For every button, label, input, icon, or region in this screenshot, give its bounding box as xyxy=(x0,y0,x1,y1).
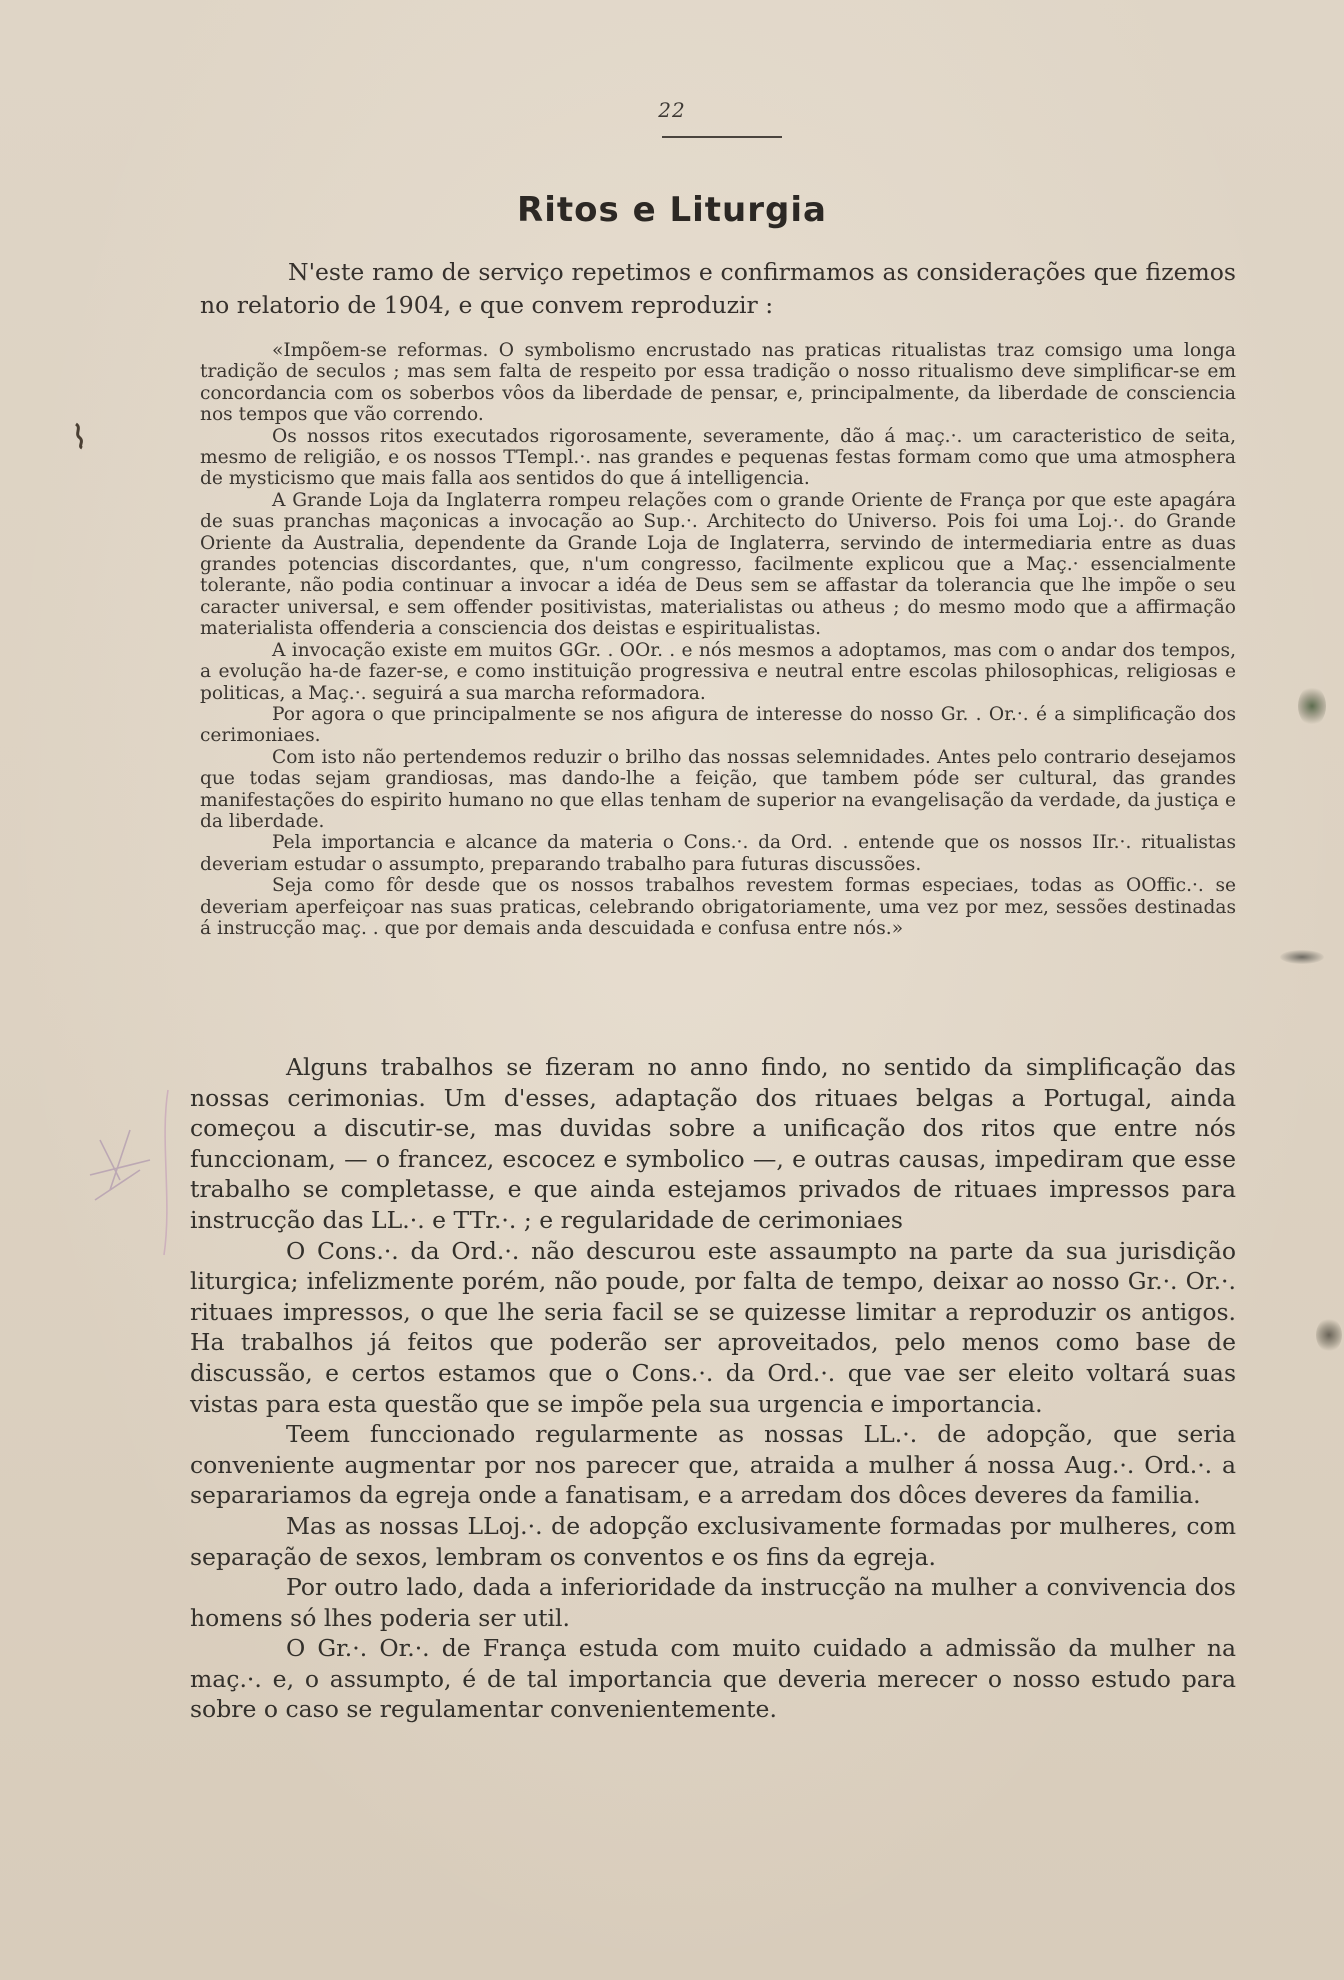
body-paragraph: Alguns trabalhos se fizeram no anno findo, no sentido da simplificação das nossas cerimonias. Um d'esses, adaptação dos rituaes belgas a Portugal, ainda começou a discutir-se, mas duvidas sobre a unificação dos ritos que entre nós funccionam, — o francez, escocez e symbolico —, e outras causas, impediram que esse trabalho se completasse, e que ainda estejamos privados de rituaes impressos para instrucção das LL.·. e TTr.·. ; e regularidade de cerimoniaes xyxy=(190,1053,1236,1234)
paper-stain xyxy=(1298,686,1326,726)
body-paragraph: Teem funccionado regularmente as nossas LL.·. de adopção, que seria conveniente augmentar por nos parecer que, atraida a mulher á nossa Aug.·. Ord.·. a separariamos da egreja onde a fanatisam, e a arredam dos dôces deveres da familia. xyxy=(190,1420,1236,1510)
quote-paragraph: Os nossos ritos executados rigorosamente, severamente, dão á maç.·. um caracteristico de seita, mesmo de religião, e os nossos TTempl.·. nas grandes e pequenas festas formam como que uma atmosphera de mysticismo que mais falla aos sentidos do que á intelligencia. xyxy=(200,425,1236,490)
body-paragraph: O Gr.·. Or.·. de França estuda com muito cuidado a admissão da mulher na maç.·. e, o assumpto, é de tal importancia que deveria merecer o nosso estudo para sobre o caso se regulamentar convenientemente. xyxy=(190,1634,1236,1724)
header-rule xyxy=(662,136,782,138)
quote-paragraph: Com isto não pertendemos reduzir o brilho das nossas selemnidades. Antes pelo contrario desejamos que todas sejam grandiosas, mas dando-lhe a feição, que tambem póde ser cultural, das grandes manifestações do espirito humano no que ellas tenham de superior na evangelisação da verdade, da justiça e da liberdade. xyxy=(200,746,1236,832)
quote-paragraph: A invocação existe em muitos GGr. . OOr. . e nós mesmos a adoptamos, mas com o andar dos tempos, a evolução ha-de fazer-se, e como instituição progressiva e neutral entre escolas philosophicas, religiosas e politicas, a Maç.·. seguirá a sua marcha reformadora. xyxy=(200,639,1236,704)
quote-paragraph: Seja como fôr desde que os nossos trabalhos revestem formas especiaes, todas as OOffic.·. se deveriam aperfeiçoar nas suas praticas, celebrando obrigatoriamente, uma vez por mez, sessões destinadas á instrucção maç. . que por demais anda descuidada e confusa entre nós.» xyxy=(200,875,1236,939)
quote-paragraph: A Grande Loja da Inglaterra rompeu relações com o grande Oriente de França por que este apagára de suas pranchas maçonicas a invocação ao Sup.·. Architecto do Universo. Pois foi uma Loj.·. do Grande Oriente da Australia, dependente da Grande Loja de Inglaterra, servindo de intermediaria entre as duas grandes potencias discordantes, que, n'um congresso, facilmente explicou que a Maç.· essencialmente tolerante, não podia continuar a invocar a idéa de Deus sem se affastar da tolerancia que lhe impõe o seu caracter universal, e sem offender positivistas, materialistas ou atheus ; do mesmo modo que a affirmação materialista offenderia a consciencia dos deistas e espiritualistas. xyxy=(200,489,1236,640)
paper-stain xyxy=(1316,1318,1342,1352)
margin-ink-mark xyxy=(70,420,90,450)
body-text xyxy=(190,1052,1236,1725)
margin-pencil-mark xyxy=(60,1080,180,1260)
page-number: 22 xyxy=(658,98,686,122)
section-title: Ritos e Liturgia xyxy=(517,190,827,230)
quote-paragraph: Por agora o que principalmente se nos afigura de interesse do nosso Gr. . Or.·. é a simplificação dos cerimoniaes. xyxy=(200,703,1236,747)
body-paragraph: Por outro lado, dada a inferioridade da instrucção na mulher a convivencia dos homens só lhes poderia ser util. xyxy=(190,1573,1236,1632)
body-paragraph: O Cons.·. da Ord.·. não descurou este assaumpto na parte da sua jurisdição liturgica; infelizmente porém, não poude, por falta de tempo, deixar ao nosso Gr.·. Or.·. rituaes impressos, o que lhe seria facil se se quizesse limitar a reproduzir os antigos. Ha trabalhos já feitos que poderão ser aproveitados, pelo menos como base de discussão, e certos estamos que o Cons.·. da Ord.·. que vae ser eleito voltará suas vistas para esta questão que se impõe pela sua urgencia e importancia. xyxy=(190,1236,1236,1418)
intro-paragraph: N'este ramo de serviço repetimos e confirmamos as considerações que fizemos no relatorio de 1904, e que convem reproduzir : xyxy=(200,258,1236,319)
quote-paragraph: «Impõem-se reformas. O symbolismo encrustado nas praticas ritualistas traz comsigo uma longa tradição de seculos ; mas sem falta de respeito por essa tradição o nosso ritualismo deve simplificar-se em concordancia com os soberbos vôos da liberdade de pensar, e, principalmente, da liberdade de consciencia nos tempos que vão correndo. xyxy=(200,340,1236,426)
body-paragraph: Mas as nossas LLoj.·. de adopção exclusivamente formadas por mulheres, com separação de sexos, lembram os conventos e os fins da egreja. xyxy=(190,1511,1236,1571)
paper-stain xyxy=(1280,950,1324,964)
quote-paragraph: Pela importancia e alcance da materia o Cons.·. da Ord. . entende que os nossos IIr.·. ritualistas deveriam estudar o assumpto, preparando trabalho para futuras discussões. xyxy=(200,832,1236,875)
quoted-report xyxy=(200,340,1236,939)
